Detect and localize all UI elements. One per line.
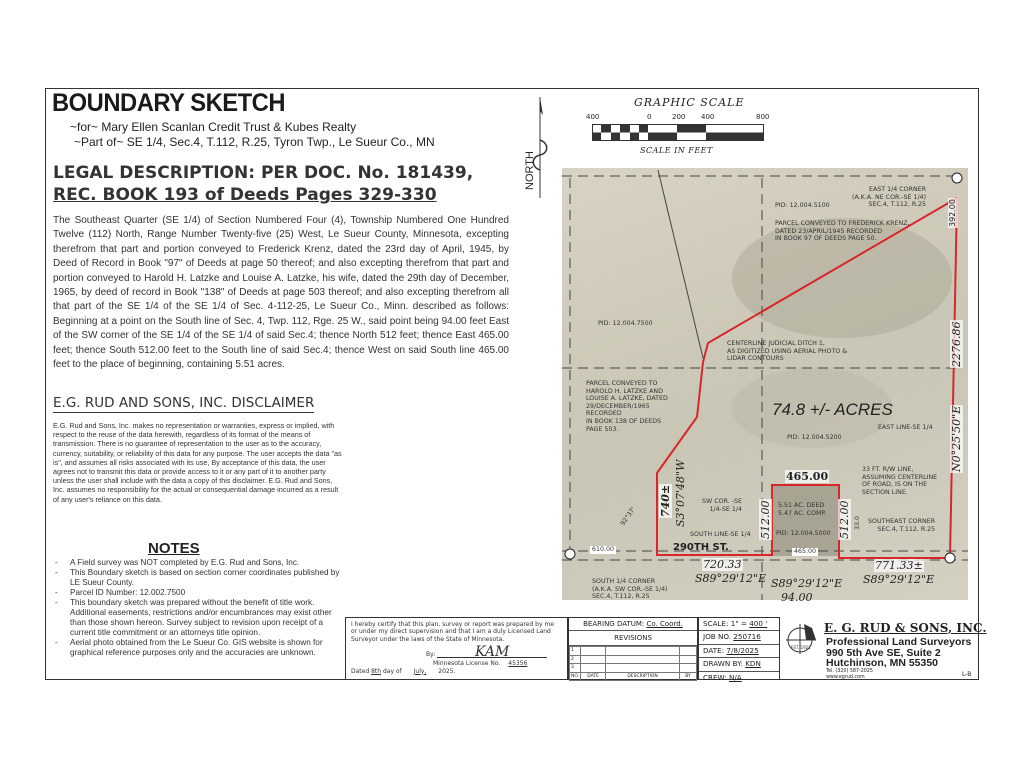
note-item: - Aerial photo obtained from the Le Sueur Co. GIS website is shown for graphical reference purposes only and the accuracies are unknown. <box>53 638 345 658</box>
notes-list <box>53 558 345 658</box>
dated-day: 8th <box>371 667 382 675</box>
crew-value: N/A <box>728 672 742 682</box>
corner-monument-icon <box>565 549 575 559</box>
company-logo-icon <box>786 620 822 656</box>
client-line: ~for~ Mary Ellen Scanlan Credit Trust & Kubes Realty <box>70 120 357 134</box>
company-name: E. G. RUD & SONS, INC. <box>824 621 987 635</box>
notes-heading: NOTES <box>148 540 200 557</box>
date-label: DATE: <box>703 645 725 655</box>
signature: KAM <box>437 647 547 658</box>
rw-line-note: 33 FT. R/W LINE, ASSUMING CENTERLINE OF ROAD, IS ON THE SECTION LINE. <box>862 466 938 496</box>
legal-description-heading <box>53 162 473 206</box>
dim-512-right: 512.00 <box>838 500 851 539</box>
pid-label: PID: 12.004.5100 <box>775 202 830 209</box>
dim-610: 610.00 <box>592 546 615 553</box>
angle-label: 92°37' <box>619 506 638 528</box>
acreage-label: 74.8 +/- ACRES <box>772 400 893 419</box>
scale-tick: 0 <box>647 113 652 121</box>
bearing-datum-value: Co. Coord. <box>646 620 683 628</box>
revision-row-number: 2 <box>570 655 581 664</box>
graphic-scale-bar <box>592 124 764 141</box>
corner-monument-icon <box>945 553 955 563</box>
company-address <box>826 637 971 669</box>
surveyor-certification <box>345 617 568 680</box>
bearing-west-line: S3°07'48"W <box>674 459 687 527</box>
dim-33: 33.0 <box>854 515 861 530</box>
latzke-parcel-label: PARCEL CONVEYED TO HAROLD H. LATZKE AND LOUISE A. LATZKE, DATED 29/DECEMBER/1965 RECORDED IN BOOK 138 OF DEEDS PAGE 503. <box>586 380 668 433</box>
by-label: By: <box>426 651 436 659</box>
scale-tick: 200 <box>672 113 686 121</box>
company-tagline: Professional Land Surveyors <box>826 636 972 648</box>
address-line-1: 990 5th Ave SE, Suite 2 <box>826 646 941 659</box>
aerial-map <box>562 168 968 600</box>
crew-label: CREW: <box>703 672 727 682</box>
company-phone: Tel. (320) 587-2025 <box>826 669 873 674</box>
dated-label: Dated <box>351 667 370 675</box>
logo-text: EST. 1921 <box>791 645 811 650</box>
east-quarter-corner-label: EAST 1/4 CORNER (A.K.A. NE COR.-SE 1/4) SEC.4, T.112, R.25 <box>852 186 927 209</box>
dim-720: 720.33 <box>703 558 742 571</box>
legal-heading-line-2: REC. BOOK 193 of Deeds Pages 329-330 <box>53 185 437 205</box>
corner-monument-icon <box>952 173 962 183</box>
sheet-id: L-B <box>962 671 972 678</box>
company-contact <box>826 669 873 680</box>
revision-row-number: 1 <box>570 647 581 656</box>
column-header: NO. <box>571 673 580 679</box>
note-item: - Parcel ID Number: 12.002.7500 <box>53 588 345 598</box>
dim-465-bottom: 465.00 <box>794 548 817 555</box>
revisions-table <box>569 646 697 681</box>
ditch-label: CENTERLINE JUDICIAL DITCH 1, AS DIGITIZED USING AERIAL PHOTO & LIDAR CONTOURS <box>727 340 848 363</box>
drawn-by-value: KDN <box>745 659 761 669</box>
column-header: DESCRIPTION <box>606 672 680 680</box>
drawn-by-label: DRAWN BY: <box>703 659 743 669</box>
east-line-label: EAST LINE-SE 1/4 <box>878 424 933 431</box>
graphic-scale-units: SCALE IN FEET <box>640 146 713 155</box>
sw-corner-label: SW COR. -SE 1/4-SE 1/4 <box>702 498 742 513</box>
scale-tick: 400 <box>586 113 600 121</box>
legal-description-body: The Southeast Quarter (SE 1/4) of Section Numbered Four (4), Township Numbered One Hundred Twelve (112) North, Range Number Twenty-five (25) West, Le Sueur County, Minnesota, excepting therefrom that part and portion conveyed to Frederick Krenz, dated the 23rd day of April, 1945, by Deed of Record in Book "97" of Deeds at page 50 thereof; and also excepting therefrom that part and portion conveyed to Harold H. Latzke and Louise A. Latzke, his wife, dated the 29th day of December, 1965, by deed of record in Book "138" of Deeds at page 503 thereof; and also excepting therefrom all that part of the SE 1/4 of the SE 1/4 of Sec. 4-112-25, Le Sueur Co., Minn. described as follows: Beginning at a point on the South line of Sec. 4, Twp. 112, Rge. 25 W., said point being 94.00 feet East of the SW corner of the SE 1/4 of the SE 1/4 of said Sec.4; thence North 512 feet; thence East 465.00 feet; thence South 512.00 feet to the South line of said Sec.4; thence West on said South line 465.00 feet to the place of beginning, containing 5.51 acres. <box>53 215 509 371</box>
note-item: - This boundary sketch was prepared without the benefit of title work. Additional easements, restrictions and/or encumbrances may exist other than those shown hereon. Survey subject to revision upon receipt of a current title commitment or an attorneys title opinion. <box>53 598 345 638</box>
bearing-east-line: N0°25'50"E <box>950 405 963 472</box>
job-number: 250716 <box>733 632 761 642</box>
graphic-scale-title: GRAPHIC SCALE <box>634 96 745 109</box>
dim-465-top: 465.00 <box>786 470 829 483</box>
krenz-parcel-label: PARCEL CONVEYED TO FREDERICK KRENZ, DATED 23/APRIL/1945 RECORDED IN BOOK 97 OF DEEDS PAGE 50. <box>775 220 910 243</box>
license-label: Minnesota License No. <box>433 660 501 668</box>
pid-label: PID: 12.004.5000 <box>776 530 831 537</box>
scale-tick: 400 <box>701 113 715 121</box>
day-of-label: day of <box>382 667 402 675</box>
revisions-heading: REVISIONS <box>569 631 697 646</box>
dim-2276: 2276.86 <box>950 321 963 367</box>
north-label: NORTH <box>524 151 536 190</box>
scale-label: SCALE: 1" = <box>703 619 747 628</box>
location-line: ~Part of~ SE 1/4, Sec.4, T.112, R.25, Tyron Twp., Le Sueur Co., MN <box>74 135 435 149</box>
scale-tick: 800 <box>756 113 770 121</box>
street-label: 290TH ST. <box>673 542 729 553</box>
column-header: DATE <box>581 672 606 680</box>
legal-heading-line-1: LEGAL DESCRIPTION: PER DOC. No. 181439, <box>53 163 474 183</box>
south-line-label: SOUTH LINE-SE 1/4 <box>690 531 751 538</box>
revisions-block <box>568 617 698 680</box>
disclaimer-body: E.G. Rud and Sons, Inc. makes no representation or warranties, express or implied, with respect to the reuse of the data herewith, regardless of its format of the means of transmission. There is no guarantee of representation to the user as to the accuracy, currency, suitability, or reliability of this data for any purpose. The user accepts the data "as is", and assumes all risks associated with its use, By acceptance of this data, the user agrees not to transmit this data or provide access to it or any part of it to another party unless the user shall include with the data a copy of this disclaimer. E.G. Rud and Sons, Inc. assumes no responsibility for the actual or consequential damage incurred as a result of any user's reliance on this data. <box>53 421 342 504</box>
pid-label: PID: 12.004.7500 <box>598 320 653 327</box>
column-header: BY <box>680 672 697 680</box>
exception-acreage-label: 5.51 AC. DEED 5.47 AC. COMP. <box>778 502 827 517</box>
dated-year: 2025. <box>438 667 456 675</box>
bearing-south-1: S89°29'12"E <box>695 572 767 585</box>
company-website[interactable]: www.egrud.com <box>826 674 865 680</box>
note-item: - A Field survey was NOT completed by E.G. Rud and Sons, Inc. <box>53 558 345 568</box>
south-quarter-corner-label: SOUTH 1/4 CORNER (A.K.A. SW COR.-SE 1/4) SEC.4, T.112, R.25 <box>592 578 668 600</box>
dim-512-left: 512.00 <box>759 500 772 539</box>
license-number: 45356 <box>508 660 528 668</box>
disclaimer-heading: E.G. RUD AND SONS, INC. DISCLAIMER <box>53 395 315 411</box>
revision-row-number: 3 <box>570 664 581 673</box>
bearing-datum-label: BEARING DATUM: <box>583 620 645 628</box>
job-label: JOB NO. <box>703 632 732 642</box>
dim-392: 392.00 <box>948 199 957 227</box>
bearing-south-2: S89°29'12"E <box>863 573 935 586</box>
dated-month: July, <box>413 667 427 675</box>
dim-771: 771.33± <box>875 559 923 572</box>
southeast-corner-label: SOUTHEAST CORNER SEC.4, T.112, R.25 <box>868 518 936 533</box>
scale-value: 400 ' <box>749 619 768 628</box>
certification-text: I hereby certify that this plan, survey or report was prepared by me or under my direct supervision and that I am a duly Licensed Land Surveyor under the laws of the State of Minnesota. <box>351 621 554 643</box>
bearing-south-3: S89°29'12"E <box>771 577 843 590</box>
dim-94: 94.00 <box>781 591 813 604</box>
date-value: 7/8/2025 <box>726 645 759 655</box>
dim-740: 740± <box>659 484 672 517</box>
pid-label: PID: 12.004.5200 <box>787 434 842 441</box>
page-title: BOUNDARY SKETCH <box>52 89 286 117</box>
address-line-2: Hutchinson, MN 55350 <box>826 657 939 669</box>
job-info-block <box>698 617 780 680</box>
note-item: - This Boundary sketch is based on section corner coordinates published by LE Sueur County. <box>53 568 345 588</box>
